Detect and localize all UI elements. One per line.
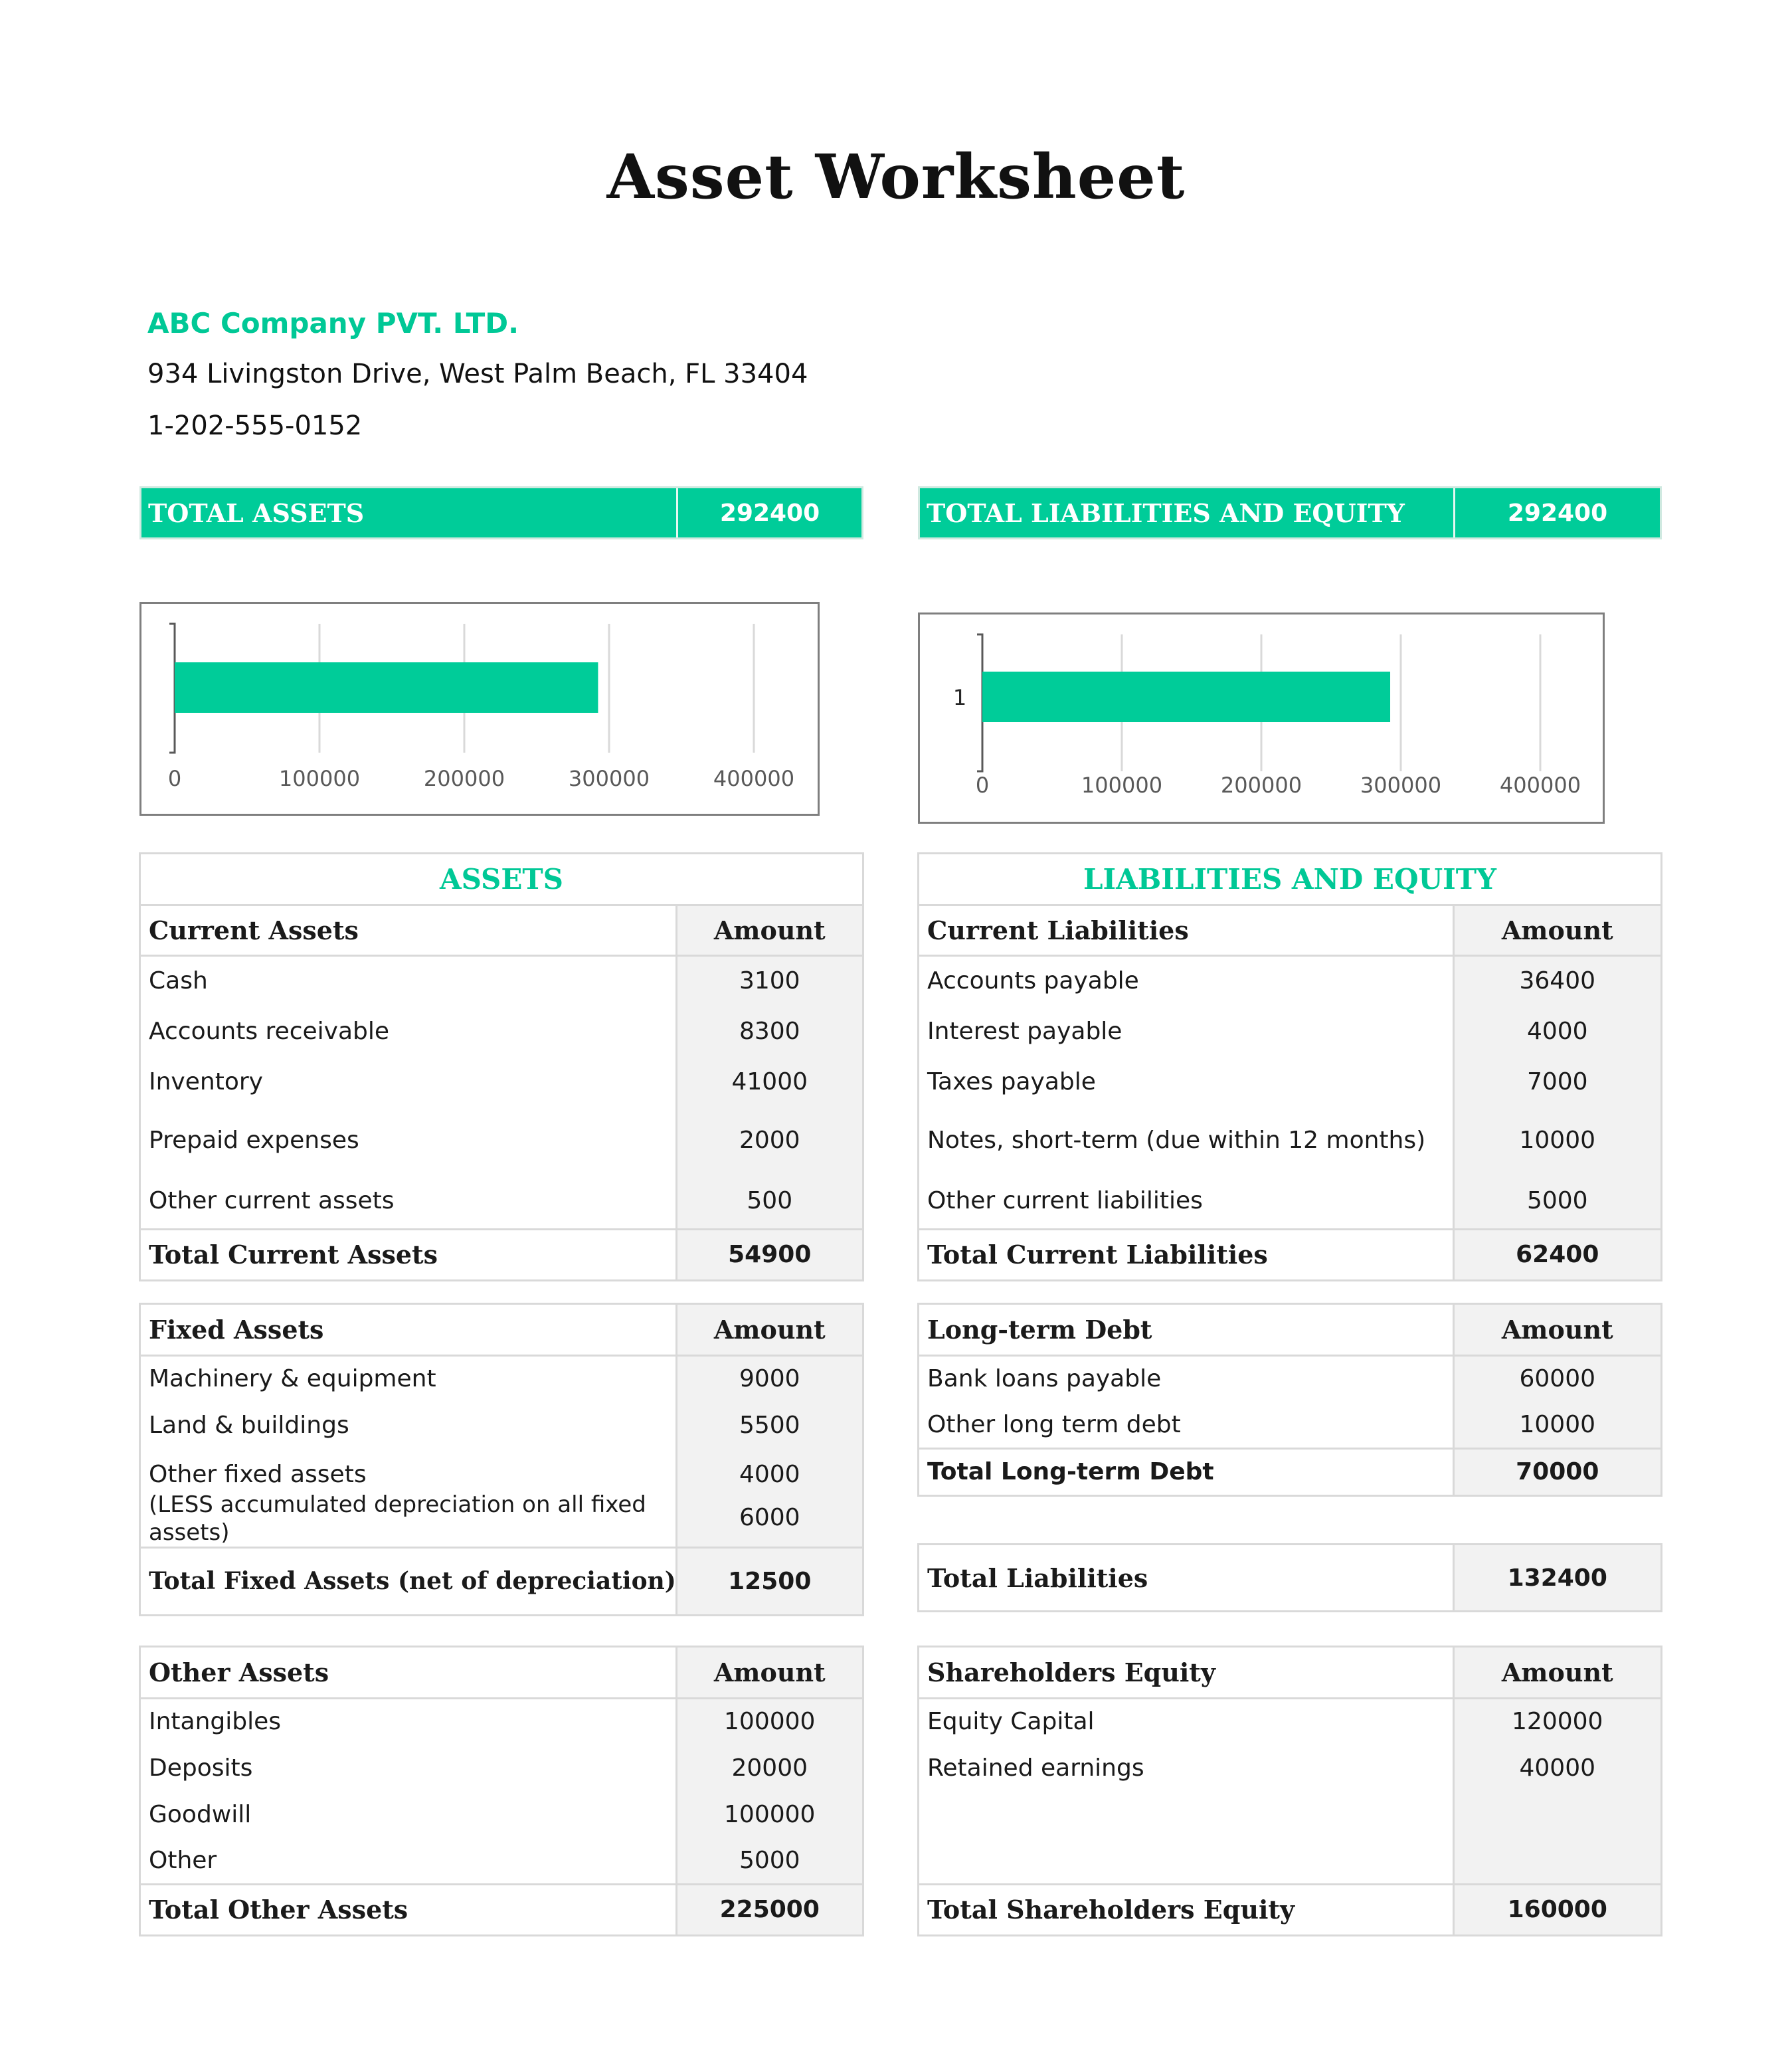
total-liabilities-table <box>919 1545 1660 1610</box>
table-row-value: 2000 <box>676 1107 862 1173</box>
total-fixed-assets-value: 12500 <box>676 1548 862 1614</box>
company-address: 934 Livingston Drive, West Palm Beach, FL 33404 <box>147 359 808 389</box>
amount-header: Amount <box>676 1305 862 1355</box>
table-row-label: Cash <box>149 967 208 995</box>
table-row-value: 10000 <box>1453 1107 1660 1173</box>
table-row-value: 5000 <box>676 1837 862 1884</box>
x-tick-label: 0 <box>975 773 990 798</box>
amount-header: Amount <box>676 1648 862 1698</box>
x-tick-label: 300000 <box>568 766 650 791</box>
company-name: ABC Company PVT. LTD. <box>147 307 519 339</box>
table-row-value: 9000 <box>676 1355 862 1402</box>
chart-bar <box>175 662 598 713</box>
empty-cell <box>919 1791 1453 1884</box>
x-tick-label: 400000 <box>713 766 795 791</box>
total-other-assets-value: 225000 <box>676 1884 862 1934</box>
x-tick-label: 300000 <box>1360 773 1442 798</box>
long-term-debt-header: Long-term Debt <box>919 1305 1453 1355</box>
y-axis-line <box>977 634 982 771</box>
current-liabilities-table <box>919 854 1660 1279</box>
table-row-label: Prepaid expenses <box>149 1126 359 1154</box>
table-row-value: 60000 <box>1453 1355 1660 1402</box>
x-tick-label: 200000 <box>423 766 505 791</box>
fixed-assets-table <box>141 1305 862 1614</box>
amount-header: Amount <box>1453 1305 1660 1355</box>
table-row-value: 5500 <box>676 1402 862 1448</box>
table-row-value: 8300 <box>676 1006 862 1056</box>
amount-header: Amount <box>676 905 862 955</box>
table-row-label: (LESS accumulated depreciation on all fixed assets) <box>149 1491 646 1546</box>
table-row-value: 120000 <box>1453 1698 1660 1744</box>
y-category-label: 1 <box>952 685 967 710</box>
total-liabilities-label: Total Liabilities <box>927 1562 1148 1593</box>
table-row-value: 100000 <box>676 1698 862 1744</box>
chart-bar <box>982 672 1390 722</box>
table-row-label: Deposits <box>149 1754 253 1782</box>
assets-chart-svg <box>141 604 822 818</box>
table-row-label: Other current assets <box>149 1186 395 1214</box>
table-row-value: 6000 <box>676 1488 862 1548</box>
total-fixed-assets-label: Total Fixed Assets (net of depreciation) <box>141 1548 676 1614</box>
table-row-value: 3100 <box>676 955 862 1006</box>
table-row-label: Retained earnings <box>927 1754 1144 1782</box>
total-other-assets-label: Total Other Assets <box>141 1884 676 1934</box>
page-title: Asset Worksheet <box>606 141 1186 213</box>
table-row-label: Other fixed assets <box>149 1461 367 1488</box>
liabilities-chart <box>918 612 1605 824</box>
total-assets-value: 292400 <box>719 499 820 527</box>
table-row-label: Intangibles <box>149 1708 282 1736</box>
other-assets-table <box>141 1648 862 1934</box>
table-row-value: 40000 <box>1453 1744 1660 1791</box>
table-row-value: 41000 <box>676 1056 862 1107</box>
table-row-label: Equity Capital <box>927 1708 1095 1736</box>
table-row-label: Bank loans payable <box>927 1365 1162 1393</box>
total-shareholders-equity-value: 160000 <box>1453 1884 1660 1934</box>
total-assets-label: TOTAL ASSETS <box>141 488 678 537</box>
liabilities-section-title: LIABILITIES AND EQUITY <box>919 854 1660 905</box>
table-row-value: 4000 <box>676 1448 862 1488</box>
table-row-value: 7000 <box>1453 1056 1660 1107</box>
table-row-label: Interest payable <box>927 1017 1122 1045</box>
current-liabilities-header: Current Liabilities <box>919 905 1453 955</box>
table-row-label: Other long term debt <box>927 1410 1181 1438</box>
x-tick-label: 100000 <box>1081 773 1163 798</box>
shareholders-equity-header: Shareholders Equity <box>919 1648 1453 1698</box>
table-row-value: 500 <box>676 1173 862 1229</box>
table-row-label: Land & buildings <box>149 1411 349 1439</box>
table-row-label: Accounts payable <box>927 967 1139 995</box>
table-row-value: 5000 <box>1453 1173 1660 1229</box>
empty-amount-cell <box>1453 1791 1660 1884</box>
total-long-term-debt-label: Total Long-term Debt <box>919 1448 1453 1495</box>
table-row-value: 20000 <box>676 1744 862 1791</box>
x-tick-label: 0 <box>167 766 182 791</box>
table-row-value: 4000 <box>1453 1006 1660 1056</box>
assets-section-title: ASSETS <box>141 854 862 905</box>
table-row-label: Other current liabilities <box>927 1186 1203 1214</box>
table-row-value: 100000 <box>676 1791 862 1837</box>
x-tick-label: 200000 <box>1220 773 1302 798</box>
y-axis-line <box>169 624 175 753</box>
table-row-value: 10000 <box>1453 1402 1660 1448</box>
table-row-label: Taxes payable <box>927 1068 1096 1095</box>
total-current-assets-value: 54900 <box>676 1229 862 1279</box>
total-liabilities-equity-bar <box>918 486 1662 539</box>
total-liabilities-equity-value: 292400 <box>1507 499 1608 527</box>
table-row-label: Goodwill <box>149 1800 252 1828</box>
current-assets-table <box>141 854 862 1279</box>
total-current-liabilities-value: 62400 <box>1453 1229 1660 1279</box>
other-assets-header: Other Assets <box>141 1648 676 1698</box>
table-row-label: Accounts receivable <box>149 1017 390 1045</box>
current-assets-header: Current Assets <box>141 905 676 955</box>
total-liabilities-equity-label: TOTAL LIABILITIES AND EQUITY <box>920 488 1455 537</box>
total-current-liabilities-label: Total Current Liabilities <box>919 1229 1453 1279</box>
assets-chart <box>139 602 820 816</box>
table-row-label: Inventory <box>149 1068 263 1095</box>
shareholders-equity-table <box>919 1648 1660 1934</box>
x-tick-label: 400000 <box>1499 773 1581 798</box>
total-long-term-debt-value: 70000 <box>1453 1448 1660 1495</box>
total-liabilities-value: 132400 <box>1453 1545 1660 1610</box>
amount-header: Amount <box>1453 905 1660 955</box>
long-term-debt-table <box>919 1305 1660 1495</box>
fixed-assets-header: Fixed Assets <box>141 1305 676 1355</box>
table-row-value: 36400 <box>1453 955 1660 1006</box>
table-row-label: Notes, short-term (due within 12 months) <box>927 1126 1426 1154</box>
amount-header: Amount <box>1453 1648 1660 1698</box>
company-phone: 1-202-555-0152 <box>147 411 363 441</box>
liabilities-chart-svg <box>920 614 1607 826</box>
table-row-label: Machinery & equipment <box>149 1365 436 1393</box>
total-current-assets-label: Total Current Assets <box>141 1229 676 1279</box>
x-tick-label: 100000 <box>278 766 361 791</box>
total-assets-bar <box>139 486 863 539</box>
table-row-label: Other <box>149 1846 217 1874</box>
total-shareholders-equity-label: Total Shareholders Equity <box>919 1884 1453 1934</box>
